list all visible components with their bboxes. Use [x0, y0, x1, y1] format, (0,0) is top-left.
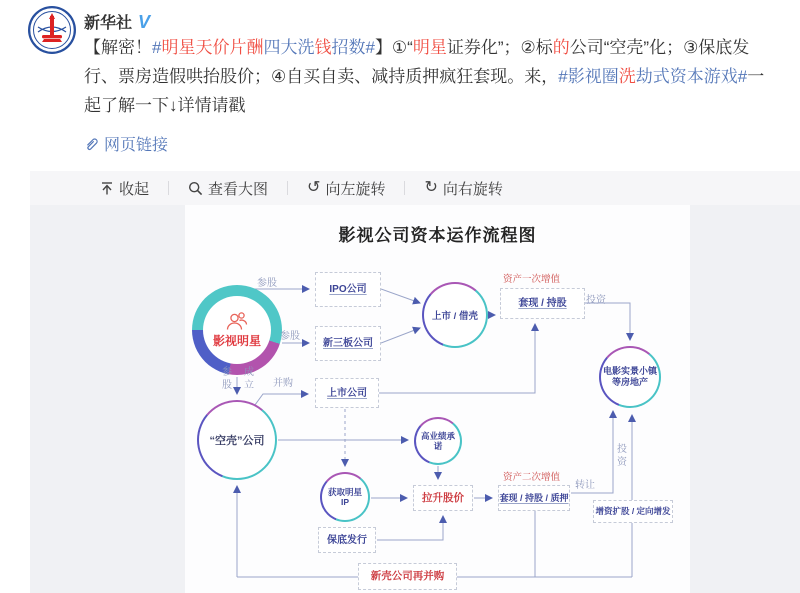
text-segment: 】①“ [374, 38, 413, 57]
node-movie-town-realestate [599, 346, 661, 408]
hashtag-link[interactable]: # [152, 38, 162, 57]
node-neeq-company: 新三板公司 [315, 326, 381, 361]
image-toolbar [30, 171, 800, 205]
edge-label-invest-right: 投资 [617, 444, 627, 468]
toolbar-divider [168, 181, 169, 195]
toolbar-divider [404, 181, 405, 195]
paperclip-icon [84, 136, 99, 151]
node-film-star [192, 285, 282, 375]
edge-label-join-ipo: 参股 [257, 278, 277, 289]
rotate-right-button[interactable] [424, 178, 502, 199]
node-listing-backdoor: 上市 / 借壳 [422, 282, 488, 348]
post-text [84, 33, 778, 120]
collapse-icon [100, 181, 114, 196]
toolbar-divider [287, 181, 288, 195]
hashtag-link[interactable]: #影视圈 [558, 67, 619, 86]
web-link[interactable] [84, 132, 168, 155]
rotate-left-icon: ↺ [307, 179, 321, 196]
node-shell-company: “空壳”公司 [197, 400, 277, 480]
highlight-keyword: 洗 [618, 67, 636, 86]
diagram-image[interactable] [185, 205, 690, 593]
node-performance-promise: 高业绩承诺 [414, 417, 462, 465]
node-capital-expansion: 增资扩股 / 定向增发 [593, 500, 673, 523]
text-segment: 公司“空壳”化；③保底发行、票房造假哄抬股价；④自买自卖、减持质押疯狂套现。来， [84, 38, 750, 86]
text-segment: 证券化”；②标 [446, 38, 553, 57]
magnifier-icon [188, 181, 203, 196]
edge-label-invest-top: 投资 [586, 295, 606, 306]
media-area [30, 205, 800, 593]
hashtag-link[interactable]: 劫式资本游戏# [635, 67, 748, 86]
node-listed-company: 上市公司 [315, 378, 379, 408]
rotate-right-label: 向右旋转 [442, 180, 503, 198]
node-new-shell-remerger: 新壳公司再并购 [358, 563, 457, 590]
hashtag-highlight[interactable]: 钱 [314, 38, 332, 57]
view-large-button[interactable] [188, 178, 268, 199]
edge-label-join-neeq: 参股 [280, 331, 300, 342]
node-push-stock-price: 拉升股价 [413, 485, 473, 511]
author-name[interactable]: 新华社 [84, 15, 133, 32]
xinhua-avatar[interactable] [28, 6, 76, 54]
figure-title: 影视公司资本运作流程图 [338, 226, 537, 245]
collapse-button[interactable] [100, 178, 149, 199]
hashtag-highlight[interactable]: 明星天价片酬 [161, 38, 264, 57]
rotate-left-button[interactable] [307, 178, 385, 199]
annotation-second-appreciation: 资产二次增值 [503, 472, 561, 483]
node-cashout-hold-pledge: 套现 / 持股 / 质押 [498, 485, 570, 511]
web-link-label[interactable]: 网页链接 [104, 137, 169, 154]
verified-badge-icon: V [138, 11, 151, 32]
rotate-left-label: 向左旋转 [325, 180, 386, 198]
text-segment: 一起了解一下↓详情请戳 [84, 67, 765, 115]
node-cashout-hold: 套现 / 持股 [500, 288, 585, 319]
collapse-label: 收起 [119, 180, 150, 198]
node-label: 影视明星 [212, 334, 261, 348]
node-acquire-star-ip: 获取明星IP [320, 472, 370, 522]
post-header [84, 10, 150, 33]
node-label: 电影实景小镇 [602, 366, 657, 376]
node-label: 等房地产 [611, 377, 648, 387]
view-large-label: 查看大图 [208, 180, 269, 198]
edge-label-transfer: 转让 [575, 480, 595, 491]
edge-label-join-shell: 参股 [222, 367, 232, 391]
person-icon [225, 311, 249, 331]
node-guaranteed-release: 保底发行 [318, 527, 376, 553]
node-ipo-company: IPO公司 [315, 272, 381, 307]
rotate-right-icon: ↻ [424, 179, 438, 196]
text-segment: 【解密！ [84, 38, 152, 57]
hashtag-link[interactable]: 招数# [331, 38, 375, 57]
edge-label-found: 成立 [244, 367, 254, 391]
highlight-keyword: 明星 [412, 38, 447, 57]
hashtag-link[interactable]: 四大洗 [263, 38, 315, 57]
highlight-keyword: 的 [552, 38, 570, 57]
annotation-first-appreciation: 资产一次增值 [503, 274, 561, 285]
edge-label-merge: 并购 [273, 378, 293, 389]
